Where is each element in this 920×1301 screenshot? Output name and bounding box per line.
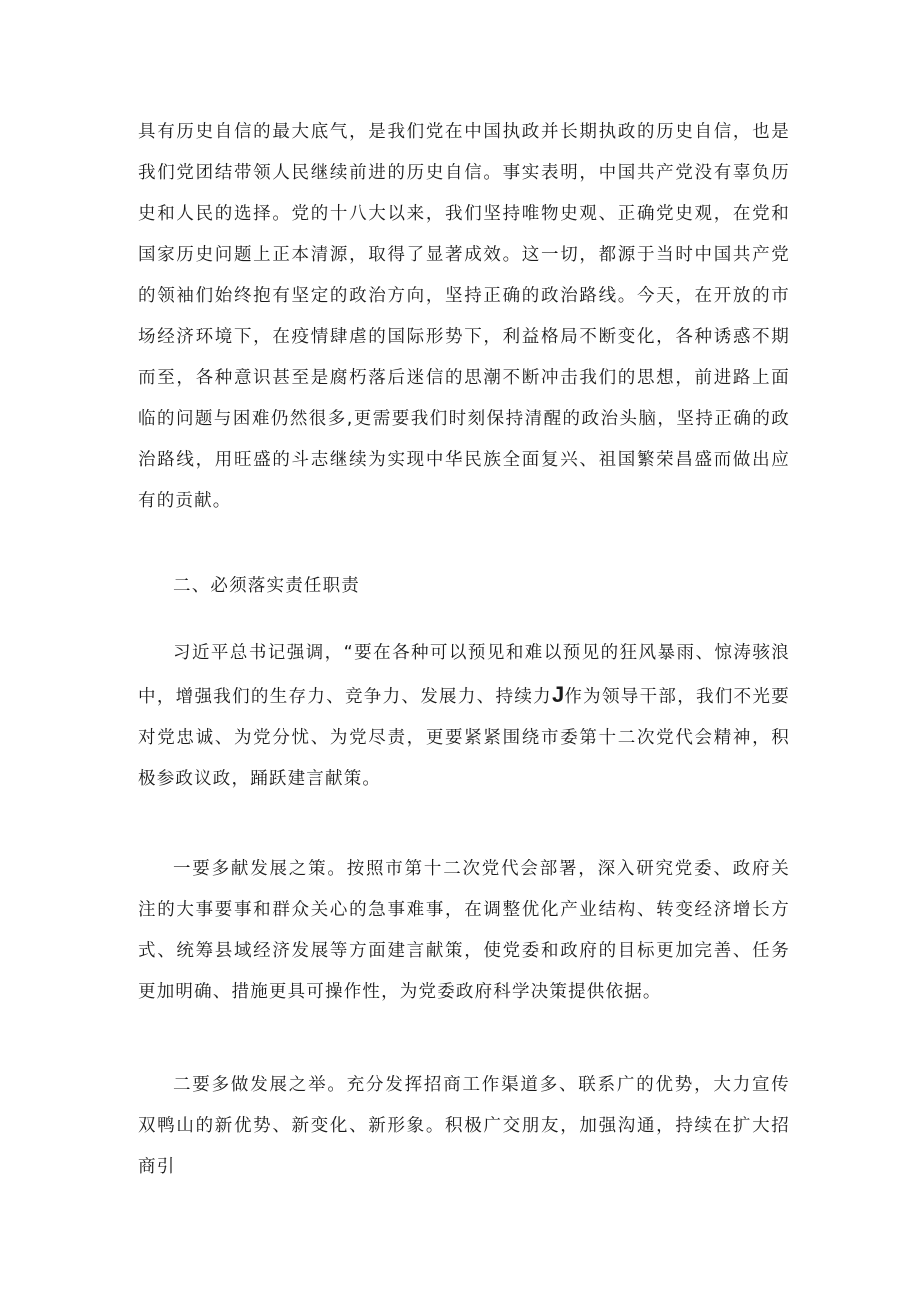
paragraph-history-confidence: 具有历史自信的最大底气，是我们党在中国执政并长期执政的历史自信，也是我们党团结带领人民继续前进的历史自信。事实表明，中国共产党没有辜负历史和人民的选择。党的十八大以来，我们坚持唯物史观、正确党史观，在党和国家历史问题上正本清源，取得了显著成效。这一切，都源于当时中国共产党的领袖们始终抱有坚定的政治方向，坚持正确的政治路线。今天，在开放的市场经济环境下，在疫情肆虐的国际形势下，利益格局不断变化，各种诱惑不期而至，各种意识甚至是腐朽落后迷信的思潮不断冲击我们的思想，前进路上面临的问题与困难仍然很多,更需要我们时刻保持清醒的政治头脑，坚持正确的政治路线，用旺盛的斗志继续为实现中华民族全面复兴、祖国繁荣昌盛而做出应有的贡献。	[138, 122, 790, 511]
section-heading-responsibility: 二、必须落实责任职责	[173, 576, 360, 596]
quote-text-end: 作为领导干部，我们不光要对党忠诚、为党分忧、为党尽责，更要紧紧围绕市委第十二次党代会精神，积极参政议政，踊跃建言献策。	[138, 687, 790, 789]
paragraph-development-policy: 一要多献发展之策。按照市第十二次党代会部署，深入研究党委、政府关注的大事要事和群众关心的急事难事，在调整优化产业结构、转变经济增长方式、统筹县域经济发展等方面建言献策，使党委和政府的目标更加完善、任务更加明确、措施更具可操作性，为党委政府科学决策提供依据。	[138, 859, 790, 1002]
quote-close-mark: J	[551, 682, 565, 707]
paragraph-development-action: 二要多做发展之举。充分发挥招商工作渠道多、联系广的优势，大力宣传双鸭山的新优势、新变化、新形象。积极广交朋友，加强沟通，持续在扩大招商引	[138, 1075, 790, 1177]
quote-text-start: 习近平总书记强调，“要在各种可以预见和难以预见的狂风暴雨、惊涛骇浪中，增强我们的生存力、竞争力、发展力、持续力	[138, 643, 790, 707]
paragraph-xi-quote	[138, 633, 790, 800]
